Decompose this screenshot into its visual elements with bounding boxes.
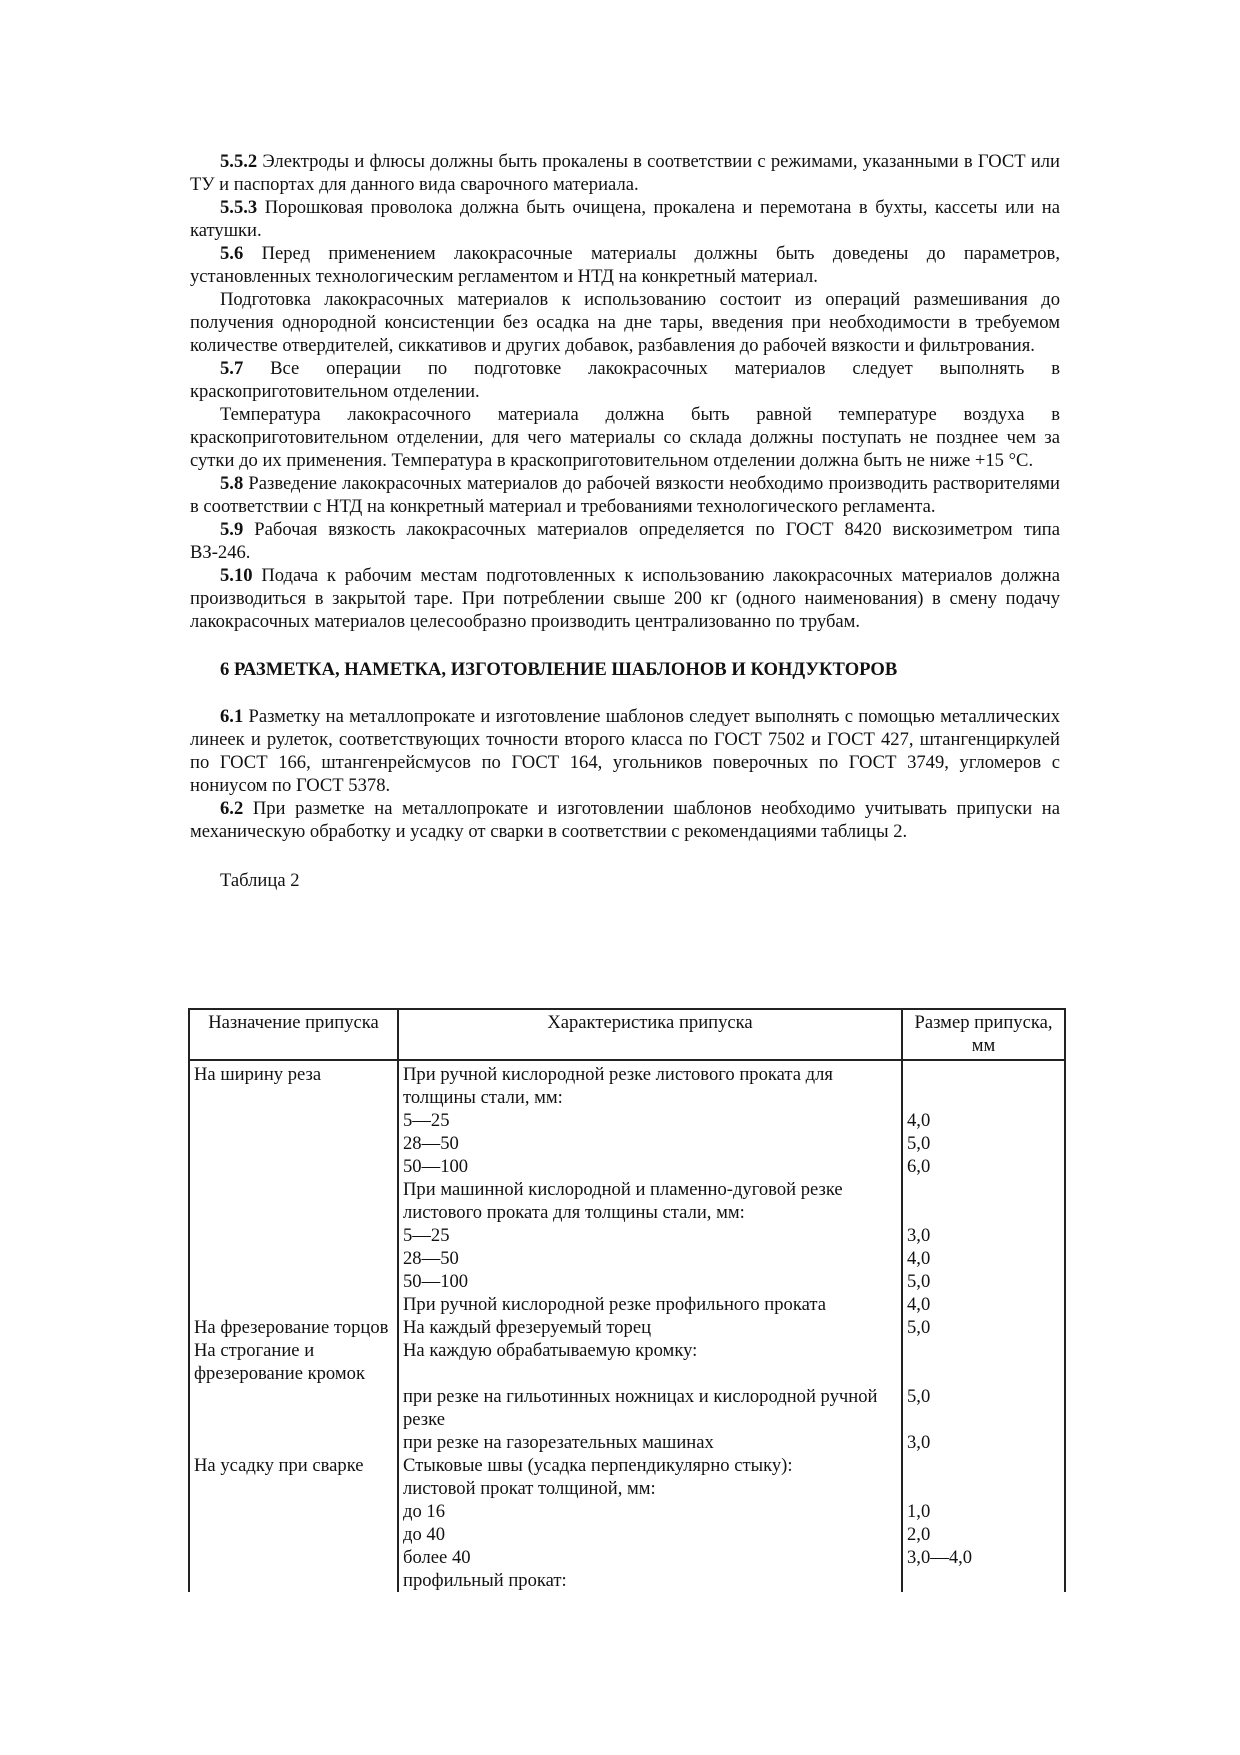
cell-size: 5,0 [902, 1385, 1065, 1431]
table-row [189, 1109, 1065, 1132]
clause-number: 6.2 [220, 798, 244, 819]
cell-characteristic: более 40 [398, 1546, 902, 1569]
cell-size: 3,0 [902, 1431, 1065, 1454]
paragraph-text: Подготовка лакокрасочных материалов к использованию состоит из операций размешивания до получения однородной консистенции без осадка на дне тары, введения при необходимости в требуемом количестве отвердителей, сиккативов и других добавок, разбавления до рабочей вязкости и фильтрования. [190, 289, 1060, 356]
cell-purpose [189, 1270, 398, 1293]
paragraph-text: Разметку на металлопрокате и изготовление шаблонов следует выполнять с помощью металлических линеек и рулеток, соответствующих точности второго класса по ГОСТ 7502 и ГОСТ 427, штангенциркулей по ГОСТ 166, штангенрейсмусов по ГОСТ 164, угольников поверочных по ГОСТ 3749, угломеров с нониусом по ГОСТ 5378. [190, 706, 1060, 796]
table-body [189, 1060, 1065, 1592]
cell-purpose [189, 1546, 398, 1569]
cell-characteristic: профильный прокат: [398, 1569, 902, 1592]
cell-purpose [189, 1523, 398, 1546]
cell-characteristic: 5—25 [398, 1224, 902, 1247]
cell-size: 3,0—4,0 [902, 1546, 1065, 1569]
cell-characteristic: до 16 [398, 1500, 902, 1523]
paragraph [190, 797, 1060, 843]
cell-purpose [189, 1247, 398, 1270]
cell-purpose [189, 1477, 398, 1500]
allowance-table [188, 1008, 1066, 1592]
table-row [189, 1293, 1065, 1316]
header-size: Размер припуска, мм [902, 1009, 1065, 1060]
table-row [189, 1385, 1065, 1431]
cell-size: 5,0 [902, 1270, 1065, 1293]
paragraph-text: Перед применением лакокрасочные материалы должны быть доведены до параметров, установленных технологическим регламентом и НТД на конкретный материал. [190, 243, 1060, 287]
cell-characteristic: при резке на газорезательных машинах [398, 1431, 902, 1454]
cell-size: 4,0 [902, 1247, 1065, 1270]
cell-size [902, 1178, 1065, 1224]
cell-size [902, 1454, 1065, 1477]
paragraphs-section-6 [190, 705, 1060, 843]
table-row [189, 1454, 1065, 1477]
clause-number: 5.9 [220, 519, 244, 540]
cell-purpose [189, 1224, 398, 1247]
paragraph-text: Все операции по подготовке лакокрасочных материалов следует выполнять в краскоприготовительном отделении. [190, 358, 1060, 402]
paragraph-text: Рабочая вязкость лакокрасочных материалов определяется по ГОСТ 8420 вискозиметром типа ВЗ-246. [190, 519, 1060, 563]
table-row [189, 1155, 1065, 1178]
paragraph-text: При разметке на металлопрокате и изготовлении шаблонов необходимо учитывать припуски на механическую обработку и усадку от сварки в соответствии с рекомендациями таблицы 2. [190, 798, 1060, 842]
paragraph [190, 196, 1060, 242]
cell-characteristic: На каждый фрезеруемый торец [398, 1316, 902, 1339]
cell-characteristic: 28—50 [398, 1132, 902, 1155]
paragraph [190, 518, 1060, 564]
cell-characteristic: 28—50 [398, 1247, 902, 1270]
cell-purpose [189, 1109, 398, 1132]
cell-size: 2,0 [902, 1523, 1065, 1546]
table-row [189, 1060, 1065, 1109]
paragraph [190, 472, 1060, 518]
table-row [189, 1178, 1065, 1224]
cell-purpose: На усадку при сварке [189, 1454, 398, 1477]
cell-purpose: На фрезерование торцов [189, 1316, 398, 1339]
cell-characteristic: При ручной кислородной резке листового проката для толщины стали, мм: [398, 1060, 902, 1109]
header-purpose: Назначение припуска [189, 1009, 398, 1060]
cell-size [902, 1569, 1065, 1592]
cell-characteristic: до 40 [398, 1523, 902, 1546]
cell-size [902, 1339, 1065, 1385]
table-row [189, 1270, 1065, 1293]
paragraph [190, 564, 1060, 633]
cell-size [902, 1477, 1065, 1500]
table-row [189, 1523, 1065, 1546]
clause-number: 5.5.3 [220, 197, 258, 218]
section-heading: 6 РАЗМЕТКА, НАМЕТКА, ИЗГОТОВЛЕНИЕ ШАБЛОНОВ И КОНДУКТОРОВ [220, 659, 898, 680]
table-row [189, 1500, 1065, 1523]
table-row [189, 1224, 1065, 1247]
table-row [189, 1132, 1065, 1155]
cell-size: 6,0 [902, 1155, 1065, 1178]
clause-number: 5.7 [220, 358, 244, 379]
cell-characteristic: 5—25 [398, 1109, 902, 1132]
table-row [189, 1546, 1065, 1569]
clause-number: 5.8 [220, 473, 244, 494]
cell-purpose [189, 1155, 398, 1178]
paragraph [190, 357, 1060, 403]
paragraph-text: Подача к рабочим местам подготовленных к использованию лакокрасочных материалов должна производиться в закрытой таре. При потреблении свыше 200 кг (одного наименования) в смену подачу лакокрасочных материалов целесообразно производить централизованно по трубам. [190, 565, 1060, 632]
cell-characteristic: 50—100 [398, 1270, 902, 1293]
paragraph [190, 242, 1060, 288]
clause-number: 6.1 [220, 706, 244, 727]
cell-purpose [189, 1385, 398, 1431]
cell-purpose: На строгание и фрезерование кромок [189, 1339, 398, 1385]
clause-number: 5.5.2 [220, 151, 258, 172]
cell-characteristic: 50—100 [398, 1155, 902, 1178]
clause-number: 5.10 [220, 565, 253, 586]
table-row [189, 1477, 1065, 1500]
text-block [190, 150, 1060, 892]
table-row [189, 1316, 1065, 1339]
clause-number: 5.6 [220, 243, 244, 264]
cell-characteristic: Стыковые швы (усадка перпендикулярно стыку): [398, 1454, 902, 1477]
table-row [189, 1247, 1065, 1270]
table-row [189, 1569, 1065, 1592]
cell-characteristic: На каждую обрабатываемую кромку: [398, 1339, 902, 1385]
paragraph-text: Электроды и флюсы должны быть прокалены в соответствии с режимами, указанными в ГОСТ или ТУ и паспортах для данного вида сварочного материала. [190, 151, 1060, 195]
paragraph-text: Температура лакокрасочного материала должна быть равной температуре воздуха в краскоприготовительном отделении, для чего материалы со склада должны поступать не позднее чем за сутки до их применения. Температура в краскоприготовительном отделении должна быть не ниже +15 °С. [190, 404, 1060, 471]
cell-size: 1,0 [902, 1500, 1065, 1523]
cell-characteristic: при резке на гильотинных ножницах и кислородной ручной резке [398, 1385, 902, 1431]
cell-size: 4,0 [902, 1109, 1065, 1132]
cell-size: 5,0 [902, 1316, 1065, 1339]
cell-purpose: На ширину реза [189, 1060, 398, 1109]
table-row [189, 1339, 1065, 1385]
paragraph-text: Разведение лакокрасочных материалов до рабочей вязкости необходимо производить растворителями в соответствии с НТД на конкретный материал и требованиями технологического регламента. [190, 473, 1060, 517]
cell-purpose [189, 1178, 398, 1224]
paragraph [190, 288, 1060, 357]
paragraph [190, 705, 1060, 797]
cell-size: 4,0 [902, 1293, 1065, 1316]
table-header-row [189, 1009, 1065, 1060]
cell-characteristic: При ручной кислородной резке профильного проката [398, 1293, 902, 1316]
paragraph-text: Порошковая проволока должна быть очищена, прокалена и перемотана в бухты, кассеты или на катушки. [190, 197, 1060, 241]
paragraphs-top [190, 150, 1060, 633]
cell-purpose [189, 1431, 398, 1454]
cell-characteristic: листовой прокат толщиной, мм: [398, 1477, 902, 1500]
table-row [189, 1431, 1065, 1454]
cell-characteristic: При машинной кислородной и пламенно-дуговой резке листового проката для толщины стали, мм: [398, 1178, 902, 1224]
cell-size: 5,0 [902, 1132, 1065, 1155]
cell-purpose [189, 1132, 398, 1155]
cell-size: 3,0 [902, 1224, 1065, 1247]
cell-size [902, 1060, 1065, 1109]
paragraph [190, 150, 1060, 196]
cell-purpose [189, 1569, 398, 1592]
cell-purpose [189, 1293, 398, 1316]
paragraph [190, 403, 1060, 472]
table-caption: Таблица 2 [220, 870, 300, 891]
header-characteristic: Характеристика припуска [398, 1009, 902, 1060]
cell-purpose [189, 1500, 398, 1523]
